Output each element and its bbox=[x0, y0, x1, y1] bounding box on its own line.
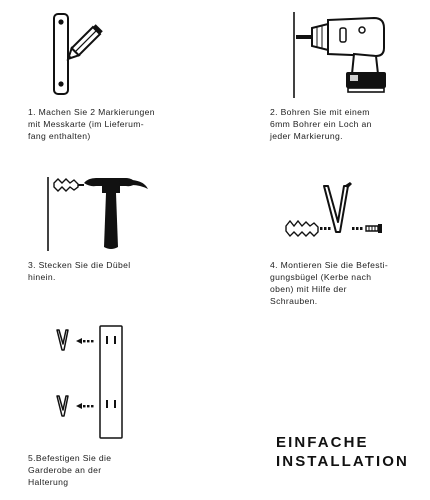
step-4-line: Schrauben. bbox=[270, 296, 318, 306]
step-3-illustration bbox=[44, 175, 154, 253]
step-2-illustration bbox=[288, 8, 398, 100]
step-5-line: 5.Befestigen Sie die bbox=[28, 453, 112, 463]
step-3-caption bbox=[28, 259, 172, 283]
wall-plug-icon bbox=[286, 221, 318, 236]
step-2-caption bbox=[270, 106, 412, 142]
step-3-line: 3. Stecken Sie die Dübel bbox=[28, 260, 131, 270]
pencil-icon bbox=[65, 24, 103, 62]
headline-line-2: INSTALLATION bbox=[276, 453, 409, 470]
step-2-line: 6mm Bohrer ein Loch an bbox=[270, 119, 372, 129]
wardrobe-panel-icon bbox=[100, 326, 122, 438]
step-4-illustration bbox=[282, 180, 392, 250]
step-4-caption bbox=[270, 259, 412, 307]
arrow-icon bbox=[76, 338, 94, 344]
step-5-caption bbox=[28, 452, 154, 488]
mounting-bracket-icon bbox=[324, 182, 352, 232]
step-4-line: gungsbügel (Kerbe nach bbox=[270, 272, 372, 282]
step-5-line: Halterung bbox=[28, 477, 69, 487]
arrow-icon bbox=[320, 227, 331, 230]
power-drill-icon bbox=[296, 18, 386, 92]
hammer-icon bbox=[84, 178, 148, 249]
measuring-card-icon bbox=[54, 14, 68, 94]
screw-icon bbox=[352, 224, 382, 233]
mounting-bracket-icon bbox=[57, 396, 68, 416]
step-5-line: Garderobe an der bbox=[28, 465, 102, 475]
step-2-line: 2. Bohren Sie mit einem bbox=[270, 107, 370, 117]
arrow-icon bbox=[76, 403, 94, 409]
step-1-line: mit Messkarte (im Lieferum- bbox=[28, 119, 144, 129]
step-4-line: 4. Montieren Sie die Befesti- bbox=[270, 260, 389, 270]
step-1-line: fang enthalten) bbox=[28, 131, 91, 141]
step-4-line: oben) mit Hilfe der bbox=[270, 284, 347, 294]
mounting-bracket-icon bbox=[57, 330, 68, 350]
wall-plug-icon bbox=[54, 179, 84, 191]
step-3-line: hinein. bbox=[28, 272, 56, 282]
step-5-illustration bbox=[52, 324, 132, 440]
step-1-caption bbox=[28, 106, 198, 142]
step-1-illustration bbox=[40, 8, 140, 100]
headline-line-1: EINFACHE bbox=[276, 434, 369, 451]
step-1-line: 1. Machen Sie 2 Markierungen bbox=[28, 107, 155, 117]
step-2-line: jeder Markierung. bbox=[270, 131, 343, 141]
installation-headline bbox=[276, 433, 409, 471]
